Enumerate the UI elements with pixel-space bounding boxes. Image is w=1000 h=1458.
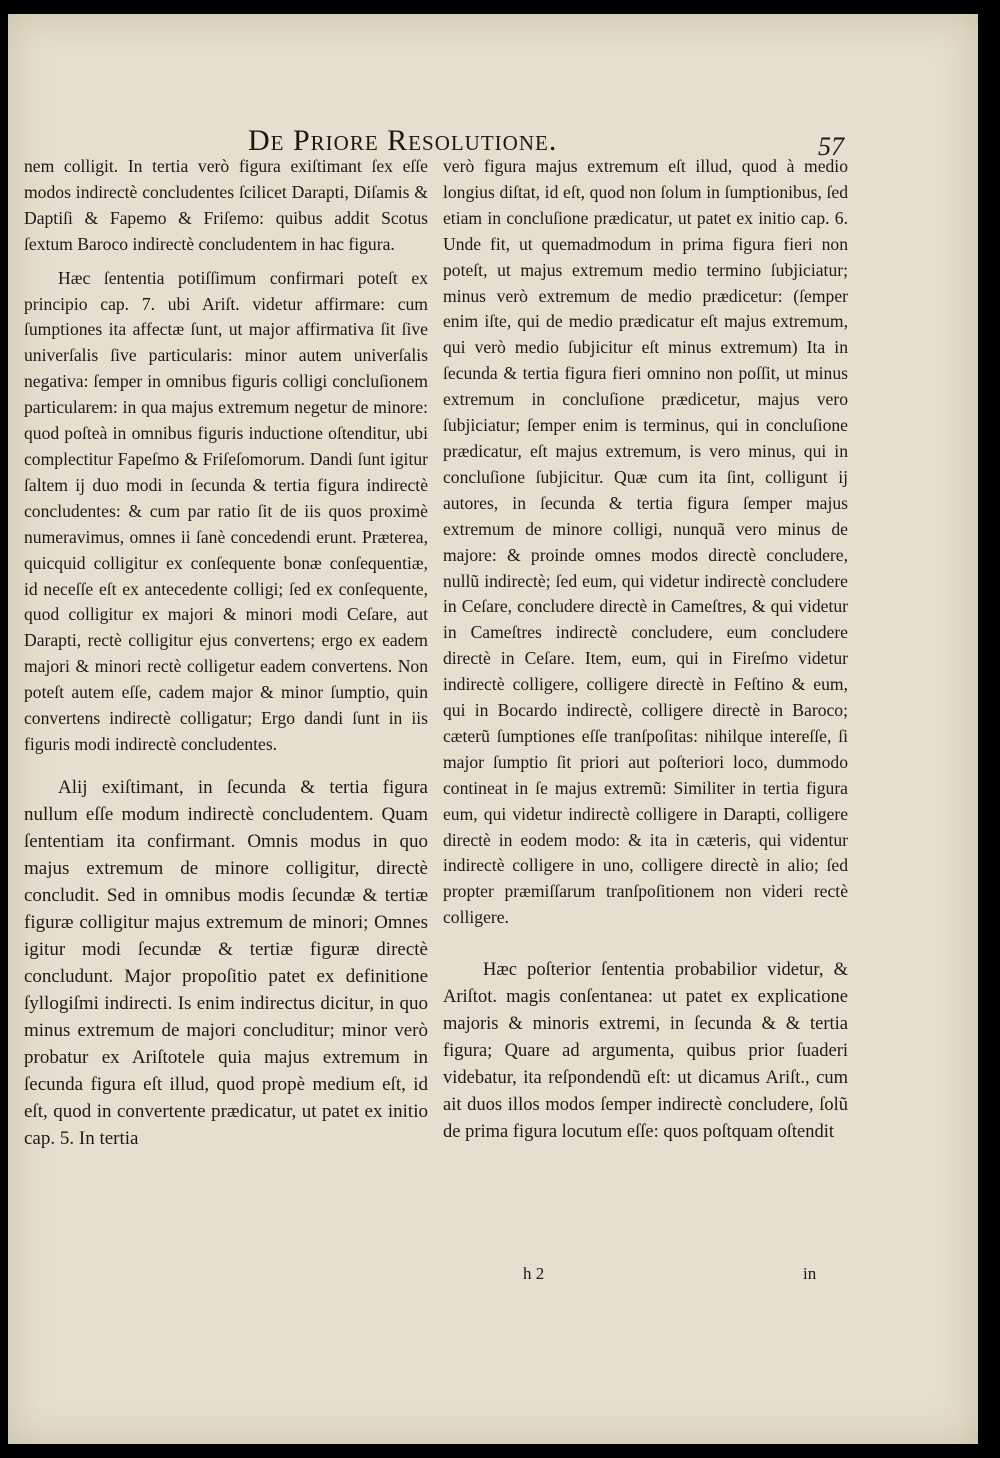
left-paragraph-3: Alij exiſtimant, in ſecunda & tertia figura nullum eſſe modum indirectè concludentem. Quam ſententiam ita confirmant. Omnis modus in quo majus extremum de minore colligitur, directè concludit. Sed in omnibus modis ſecundæ & tertiæ figuræ colligitur majus extremum de minori; Omnes igitur modi ſecundæ & tertiæ figuræ directè concludunt. Major propoſitio patet ex definitione ſyllogiſmi indirecti. Is enim indirectus dicitur, in quo minus extremum de majori concluditur; minor verò probatur ex Ariſtotele quia majus extremum in ſecunda figura eſt illud, quod propè medium eſt, id eſt, quod in convertente prædicatur, ut patet ex initio cap. 5. In tertia [24,776,428,1149]
right-paragraph-1: verò figura majus extremum eſt illud, quod à medio longius diſtat, id eſt, quod non ſolum in ſumptionibus, ſed etiam in concluſione prædicatur, ut patet ex initio cap. 6. Unde fit, ut quemadmodum in prima figura fieri non poteſt, ut majus extremum medio termino ſubjiciatur; minus verò extremum de medio prædicetur: (ſemper enim iſte, qui de medio prædicatur eſt majus extremum, qui verò medio ſubjicitur eſt minus extremum) Ita in ſecunda & tertia figura fieri omnino non poſſit, ut minus extremum in concluſione prædicetur, majus vero ſubjiciatur; ſemper enim is terminus, qui in concluſione prædicatur, eſt majus extremum, is vero minus, qui in concluſione ſubjicitur. Quæ cum ita ſint, colligunt ij autores, in ſecunda & tertia figura ſemper majus extremum de minore colligi, nunquã vero minus de majore: & proinde omnes modos directè concludere, nullũ indirectè; ſed eum, qui videtur indirectè concludere in Ceſare, concludere directè in Cameſtres, & qui videtur in Cameſtres indirectè concludere, eum concludere directè in Ceſare. Item, eum, qui in Fireſmo videtur indirectè colligere, colligere directè in Feſtino & eum, qui in Bocardo indirectè, colligere directè in Baroco; cæterũ ſumptiones eſſe tranſpoſitas: nihilque intereſſe, ſi major ſumptio ſit priori aut poſteriori loco, dummodo contineat in ſe majus extremũ: Similiter in tertia figura eum, qui videtur indirectè colligere in Darapti, colligere directè in eodem modo: & ita in cæteris, qui videntur indirectè colligere in uno, colligere directè in alio; ſed propter præmiſſarum tranſpoſitionem non videri rectè colligere. [443,156,848,928]
catchword: in [803,1264,817,1283]
book-page [8,14,978,1444]
left-paragraph-2: Hæc ſententia potiſſimum confirmari poteſt ex principio cap. 7. ubi Ariſt. videtur affirmare: cum ſumptiones ita affectæ ſunt, ut major affirmativa ſit ſive univerſalis ſive particularis: minor autem univerſalis negativa: ſemper in omnibus figuris colligi concluſionem particularem: in qua majus extremum negetur de minore: quod poſteà in omnibus figuris inductione oſtenditur, ubi complectitur Fapeſmo & Friſeſomorum. Dandi ſunt igitur ſaltem ij duo modi in ſecunda & tertia figura indirectè concludentes: & cum par ratio ſit de iis quos proximè numeravimus, omnes ii ſanè concedendi erunt. Præterea, quicquid colligitur ex conſequente bonæ conſequentiæ, id neceſſe eſt ex antecedente colligi; ſed ex conſequente, quod colligitur ex majori & minori modi Ceſare, aut Darapti, rectè colligitur ejus convertens; ergo ex eadem majori & minori rectè colligetur eadem convertens. Non poteſt autem eſſe, cadem major & minor ſumptio, quin convertens indirectè colligatur; Ergo dandi ſunt in iis figuris modi indirectè concludentes. [24,267,428,754]
right-column [443,154,848,1146]
page-number: 57 [818,132,844,161]
signature-mark: h 2 [523,1264,545,1283]
right-paragraph-2: Hæc poſterior ſententia probabilior videtur, & Ariſtot. magis conſentanea: ut patet ex explicatione majoris & minoris extremi, in ſecunda & & tertia figura; Quare ad argumenta, quibus prior ſuaderi videbatur, ita reſpondendũ eſt: ut dicamus Ariſt., cum ait duos illos modos ſemper indirectè concludere, ſolũ de prima figura locutum eſſe: quos poſtquam oſtendit [443,960,848,1143]
running-title: De Priore Resolutione. [248,124,558,157]
left-paragraph-1: nem colligit. In tertia verò figura exiſtimant ſex eſſe modos indirectè concludentes ſcilicet Darapti, Diſamis & Daptiſi & Fapemo & Friſemo: quibus addit Scotus ſextum Baroco indirectè concludentem in hac figura. [24,156,428,254]
left-column [24,154,428,1152]
